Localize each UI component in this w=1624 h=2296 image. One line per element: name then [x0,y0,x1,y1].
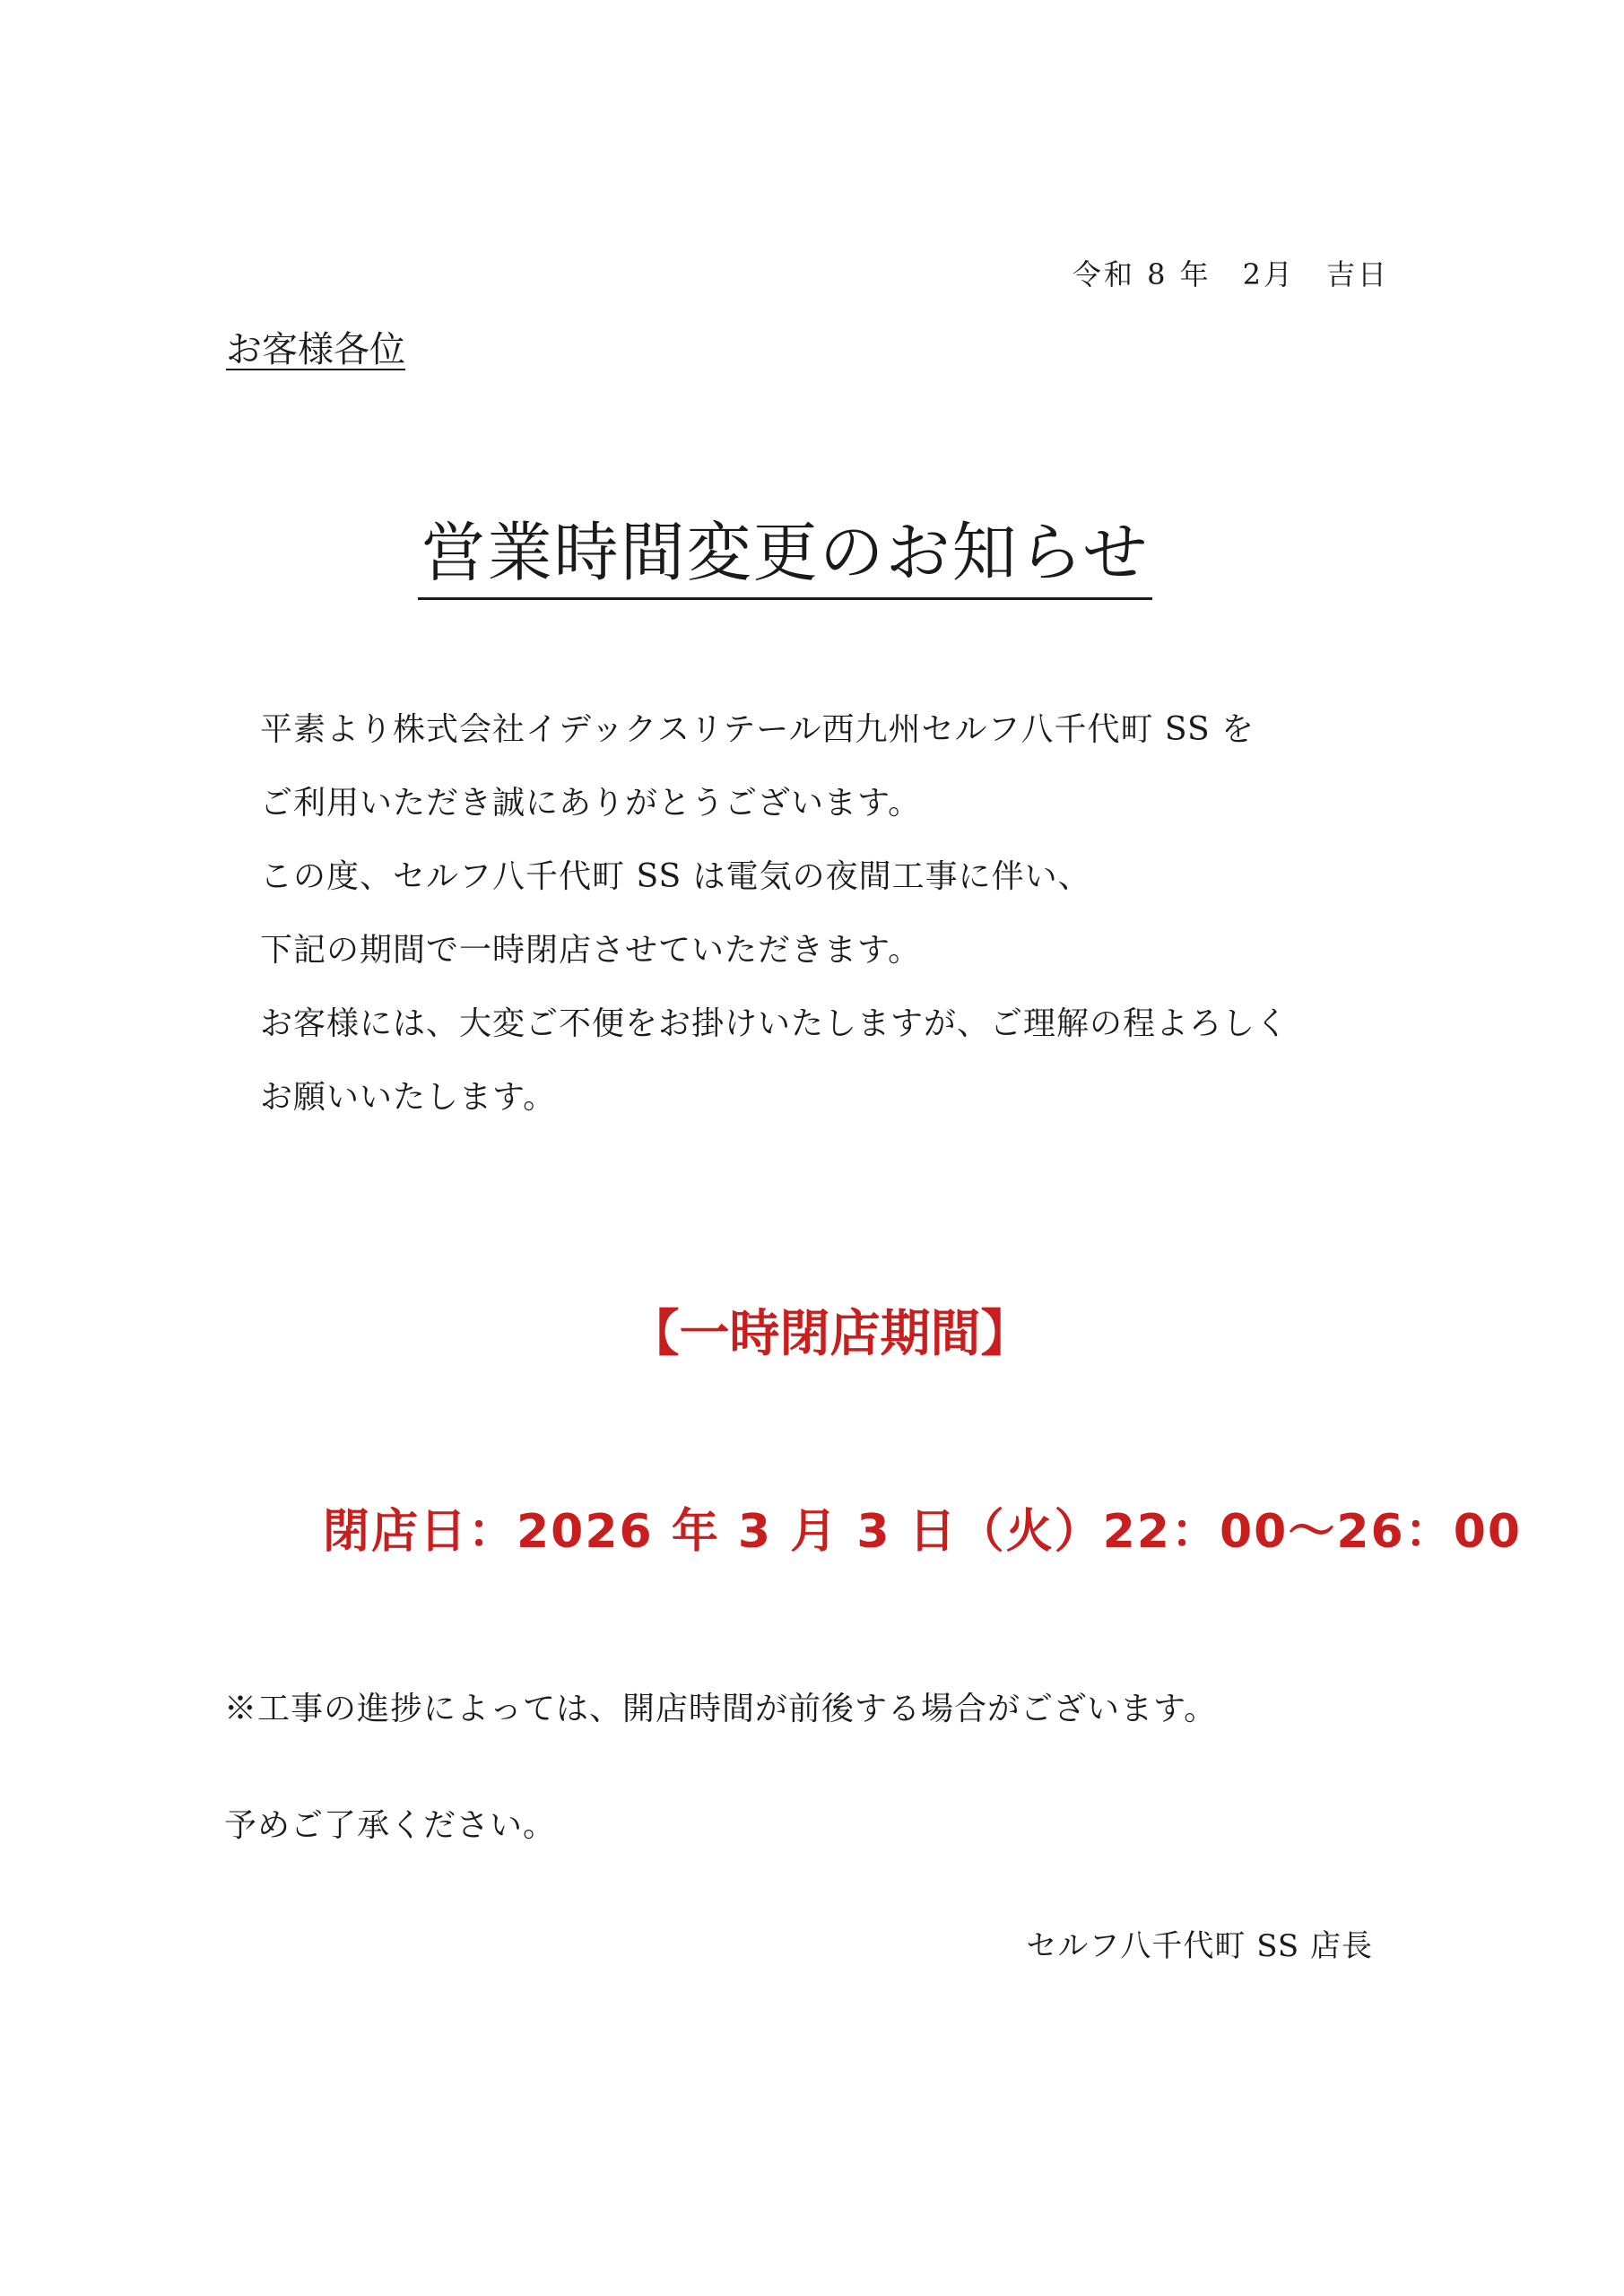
construction-note: ※工事の進捗によっては、開店時間が前後する場合がございます。 [224,1691,1218,1727]
body-line: お願いいたします。 [260,1079,557,1116]
notice-body [260,703,1289,1144]
body-line: 平素より株式会社イデックスリテール西九州セルフ八千代町 SS を [260,711,1255,748]
notice-title: 営業時間変更のお知らせ [418,509,1153,600]
closure-period-heading: 【一時閉店期間】 [629,1305,1031,1363]
body-line: この度、セルフ八千代町 SS は電気の夜間工事に伴い、 [260,858,1091,895]
notice-title-wrapper [0,509,1624,600]
signature: セルフ八千代町 SS 店長 [1026,1928,1373,1964]
body-line: お客様には、大変ご不便をお掛けいたしますが、ご理解の程よろしく [260,1005,1290,1042]
body-line: 下記の期間で一時閉店させていただきます。 [260,932,922,969]
closing-date: 閉店日：2026 年 3 月 3 日（火）22：00～26：00 [323,1505,1523,1559]
body-line: ご利用いただき誠にありがとうございます。 [260,785,922,822]
understanding-request: 予めご了承ください。 [224,1807,557,1844]
notice-date: 令和 8 年 2月 吉日 [1072,257,1389,291]
addressee: お客様各位 [226,329,405,370]
